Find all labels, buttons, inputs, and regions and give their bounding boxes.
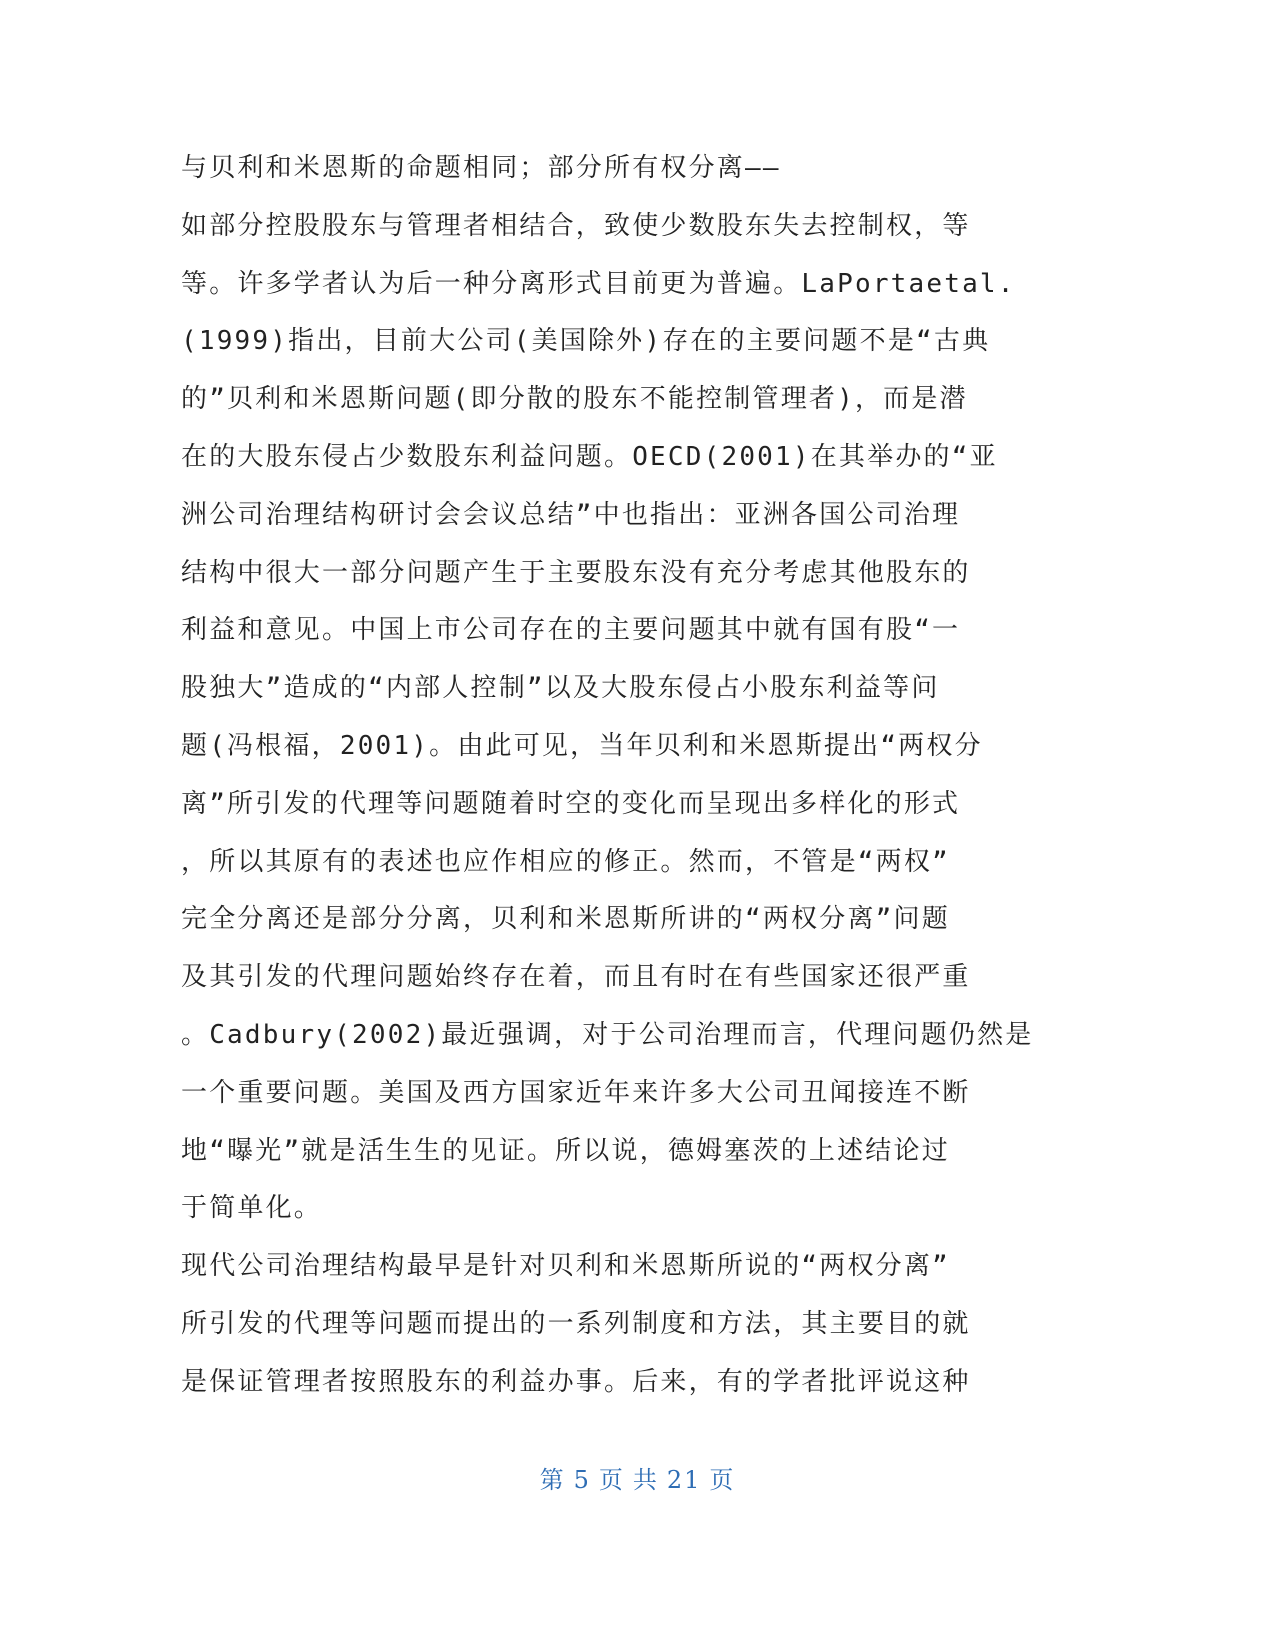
text-line: ，所以其原有的表述也应作相应的修正。然而，不管是“两权” — [181, 846, 950, 877]
text-line: 所引发的代理等问题而提出的一系列制度和方法，其主要目的就 — [181, 1308, 971, 1339]
text-line: (1999)指出，目前大公司(美国除外)存在的主要问题不是“古典 — [181, 326, 991, 357]
page-footer — [0, 1460, 1275, 1495]
text-line: 如部分控股股东与管理者相结合，致使少数股东失去控制权，等 — [181, 210, 971, 241]
footer-total-word: 共 — [632, 1466, 659, 1494]
current-page-number: 5 — [573, 1466, 591, 1494]
footer-prefix: 第 — [539, 1466, 566, 1494]
text-line: 现代公司治理结构最早是针对贝利和米恩斯所说的“两权分离” — [181, 1251, 950, 1282]
text-line: 离”所引发的代理等问题随着时空的变化而呈现出多样化的形式 — [181, 788, 961, 819]
body-text — [181, 140, 1061, 1412]
footer-page-word: 页 — [598, 1466, 625, 1494]
text-line: 洲公司治理结构研讨会会议总结”中也指出：亚洲各国公司治理 — [181, 499, 961, 530]
text-line: 地“曝光”就是活生生的见证。所以说，德姆塞茨的上述结论过 — [181, 1135, 950, 1166]
total-pages-number: 21 — [666, 1466, 702, 1494]
text-line: 与贝利和米恩斯的命题相同；部分所有权分离—— — [181, 153, 781, 183]
text-line: 等。许多学者认为后一种分离形式目前更为普遍。LaPortaetal. — [181, 268, 1016, 299]
text-line: 是保证管理者按照股东的利益办事。后来，有的学者批评说这种 — [181, 1366, 971, 1397]
text-line: 题(冯根福，2001)。由此可见，当年贝利和米恩斯提出“两权分 — [181, 730, 983, 761]
text-line: 。Cadbury(2002)最近强调，对于公司治理而言，代理问题仍然是 — [181, 1019, 1034, 1050]
text-line: 完全分离还是部分分离，贝利和米恩斯所讲的“两权分离”问题 — [181, 904, 950, 935]
text-line: 结构中很大一部分问题产生于主要股东没有充分考虑其他股东的 — [181, 557, 971, 588]
text-line: 利益和意见。中国上市公司存在的主要问题其中就有国有股“一 — [181, 615, 961, 646]
text-line: 在的大股东侵占少数股东利益问题。OECD(2001)在其举办的“亚 — [181, 441, 998, 472]
text-line: 于简单化。 — [181, 1193, 323, 1224]
text-line: 及其引发的代理问题始终存在着，而且有时在有些国家还很严重 — [181, 962, 971, 993]
text-line: 的”贝利和米恩斯问题(即分散的股东不能控制管理者)，而是潜 — [181, 384, 968, 415]
text-line: 股独大”造成的“内部人控制”以及大股东侵占小股东利益等问 — [181, 673, 940, 704]
text-line: 一个重要问题。美国及西方国家近年来许多大公司丑闻接连不断 — [181, 1077, 971, 1108]
footer-suffix: 页 — [709, 1466, 736, 1494]
